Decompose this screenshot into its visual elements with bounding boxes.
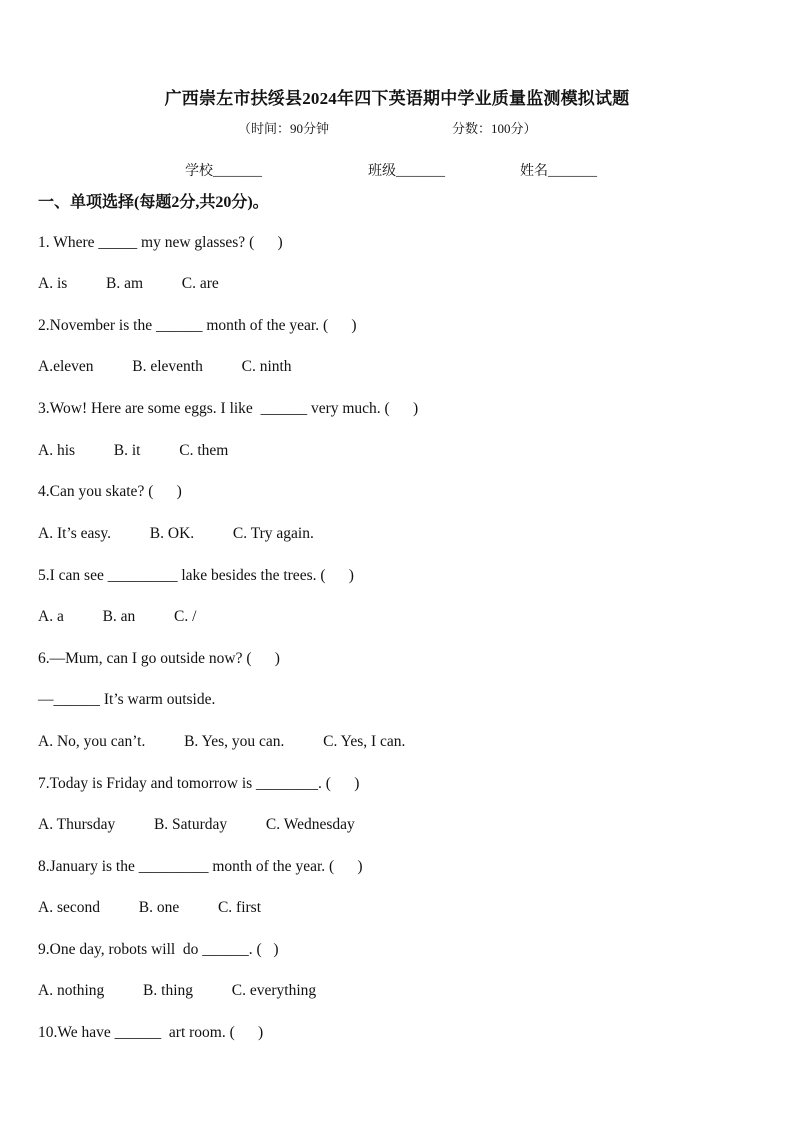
options-6: A. No, you can’t. B. Yes, you can. C. Yes, I can. — [38, 733, 406, 750]
name-field: 姓名_______ — [520, 164, 597, 179]
options-9: A. nothing B. thing C. everything — [38, 982, 317, 999]
exam-time: （时间：90分钟 — [238, 121, 330, 136]
question-10: 10.We have ______ art room. ( ) — [38, 1024, 264, 1041]
question-6-dialogue: —______ It’s warm outside. — [38, 691, 216, 708]
options-1: A. is B. am C. are — [38, 275, 219, 292]
question-2: 2.November is the ______ month of the year. ( ) — [38, 317, 357, 334]
exam-score: 分数：100分） — [452, 121, 537, 136]
options-4: A. It’s easy. B. OK. C. Try again. — [38, 525, 314, 542]
class-field: 班级_______ — [368, 164, 445, 179]
options-7: A. Thursday B. Saturday C. Wednesday — [38, 816, 355, 833]
school-field: 学校_______ — [185, 164, 262, 179]
question-1: 1. Where _____ my new glasses? ( ) — [38, 234, 283, 251]
exam-title: 广西崇左市扶绥县2024年四下英语期中学业质量监测模拟试题 — [164, 89, 630, 108]
question-5: 5.I can see _________ lake besides the trees. ( ) — [38, 567, 354, 584]
options-8: A. second B. one C. first — [38, 899, 262, 916]
options-5: A. a B. an C. / — [38, 608, 197, 625]
question-3: 3.Wow! Here are some eggs. I like ______ very much. ( ) — [38, 400, 419, 417]
question-6: 6.—Mum, can I go outside now? ( ) — [38, 650, 280, 667]
options-2: A.eleven B. eleventh C. ninth — [38, 358, 292, 375]
section-heading: 一、单项选择(每题2分,共20分)。 — [38, 194, 269, 211]
question-9: 9.One day, robots will do ______. ( ) — [38, 941, 279, 958]
options-3: A. his B. it C. them — [38, 442, 229, 459]
question-4: 4.Can you skate? ( ) — [38, 483, 182, 500]
question-7: 7.Today is Friday and tomorrow is ________. ( ) — [38, 775, 360, 792]
question-8: 8.January is the _________ month of the year. ( ) — [38, 858, 363, 875]
